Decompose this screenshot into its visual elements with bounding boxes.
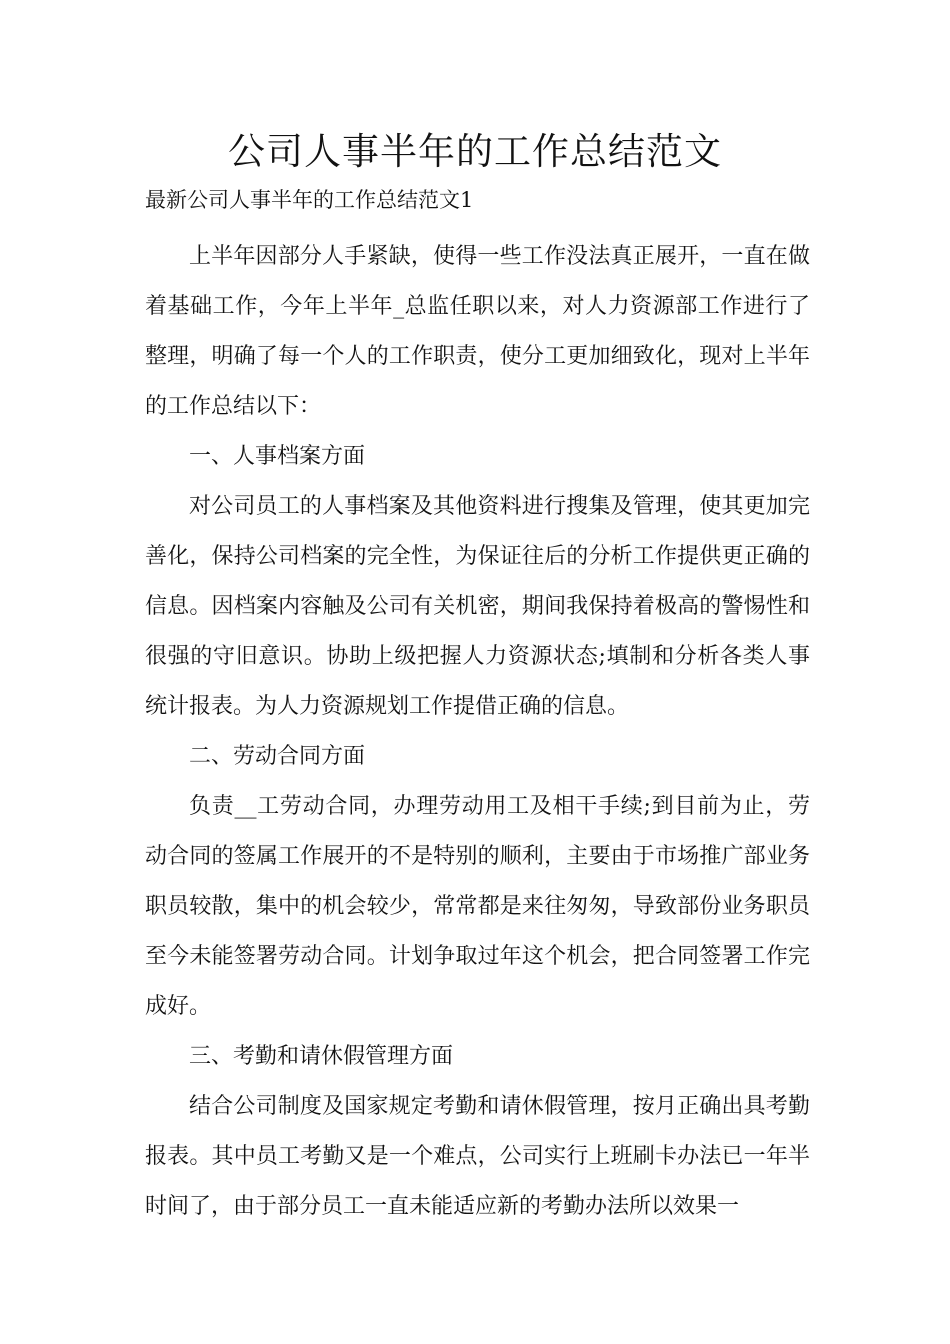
document-subtitle: 最新公司人事半年的工作总结范文1 bbox=[145, 188, 474, 212]
section-heading-labor-contract: 二、劳动合同方面 bbox=[189, 744, 366, 769]
section-heading-personnel-files: 一、人事档案方面 bbox=[189, 444, 366, 469]
intro-paragraph: 上半年因部分人手紧缺，使得一些工作没法真正展开，一直在做着基础工作，今年上半年_总监任职以来，对人力资源部工作进行了整理，明确了每一个人的工作职责，使分工更加细致化，现对上半年的工作总结以下： bbox=[145, 244, 810, 419]
section-heading-attendance-leave: 三、考勤和请休假管理方面 bbox=[189, 1044, 454, 1069]
labor-contract-paragraph: 负责__工劳动合同，办理劳动用工及相干手续;到目前为止，劳动合同的签属工作展开的不是特别的顺利，主要由于市场推广部业务职员较散，集中的机会较少，常常都是来往匆匆，导致部份业务职员至今未能签署劳动合同。计划争取过年这个机会，把合同签署工作完成好。 bbox=[145, 794, 810, 1019]
personnel-files-paragraph: 对公司员工的人事档案及其他资料进行搜集及管理，使其更加完善化，保持公司档案的完全性，为保证往后的分析工作提供更正确的信息。因档案内容触及公司有关机密，期间我保持着极高的警惕性和很强的守旧意识。协助上级把握人力资源状态;填制和分析各类人事统计报表。为人力资源规划工作提借正确的信息。 bbox=[145, 494, 810, 719]
attendance-leave-paragraph: 结合公司制度及国家规定考勤和请休假管理，按月正确出具考勤报表。其中员工考勤又是一个难点，公司实行上班刷卡办法已一年半时间了，由于部分员工一直未能适应新的考勤办法所以效果一 bbox=[145, 1094, 810, 1219]
document-title: 公司人事半年的工作总结范文 bbox=[228, 130, 722, 173]
document-body bbox=[145, 232, 810, 1232]
